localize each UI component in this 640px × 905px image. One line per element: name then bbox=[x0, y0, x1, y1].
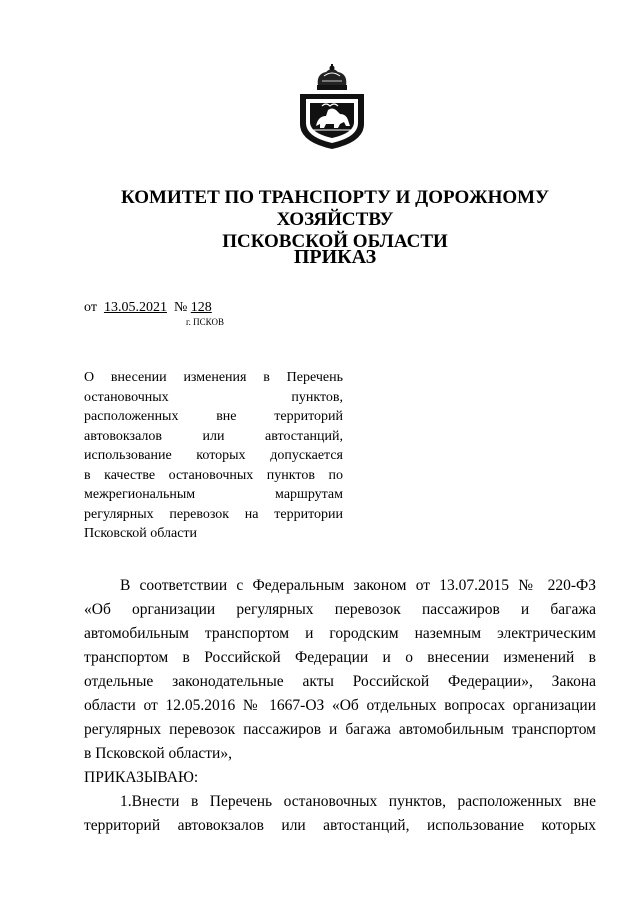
subject-line: расположенных вне территорий bbox=[84, 409, 343, 424]
body-line: транспортом в Российской Федерации и о внесении изменений в bbox=[84, 649, 596, 666]
body-line: области от 12.05.2016 № 1667-ОЗ «Об отдельных вопросах организации bbox=[84, 697, 596, 714]
organization-title bbox=[70, 187, 600, 253]
document-date: 13.05.2021 bbox=[103, 300, 167, 315]
city-label: г. ПСКОВ bbox=[186, 317, 224, 327]
order-keyword: ПРИКАЗЫВАЮ: bbox=[84, 769, 199, 786]
subject-line: межрегиональным маршрутам bbox=[84, 487, 343, 502]
coat-of-arms-icon bbox=[296, 64, 368, 150]
number-label: № bbox=[173, 300, 188, 315]
subject-line: Псковской области bbox=[84, 526, 198, 541]
body-line: территорий автовокзалов или автостанций, использование которых bbox=[84, 817, 596, 834]
date-number-line bbox=[84, 299, 212, 317]
body-line: В соответствии с Федеральным законом от 13.07.2015 № 220-ФЗ bbox=[120, 577, 596, 594]
document-number: 128 bbox=[190, 300, 212, 315]
document-body bbox=[84, 574, 596, 838]
crown-icon bbox=[317, 64, 347, 90]
org-line-2: ПСКОВСКОЙ ОБЛАСТИ bbox=[222, 231, 448, 252]
body-line: регулярных перевозок пассажиров и багажа автомобильным транспортом bbox=[84, 721, 596, 738]
body-line: в Псковской области», bbox=[84, 745, 232, 762]
org-line-1: КОМИТЕТ ПО ТРАНСПОРТУ И ДОРОЖНОМУ ХОЗЯЙСТВУ bbox=[120, 187, 550, 230]
subject-line: в качестве остановочных пунктов по bbox=[84, 467, 343, 483]
subject-line: остановочных пунктов, bbox=[84, 389, 343, 405]
subject-line: автовокзалов или автостанций, bbox=[84, 428, 343, 444]
body-line: автомобильным транспортом и городским наземным электрическим bbox=[84, 625, 596, 642]
subject-line: О внесении изменения в Перечень bbox=[84, 370, 343, 385]
document-type: ПРИКАЗ bbox=[293, 246, 377, 268]
subject-line: регулярных перевозок на территории bbox=[84, 506, 343, 522]
from-label: от bbox=[84, 300, 97, 315]
subject-line: использование которых допускается bbox=[84, 448, 343, 463]
body-line: отдельные законодательные акты Российской Федерации», Закона bbox=[84, 673, 596, 690]
body-line: «Об организации регулярных перевозок пассажиров и багажа bbox=[84, 601, 596, 618]
subject-block bbox=[84, 368, 343, 544]
body-line: 1.Внести в Перечень остановочных пунктов, расположенных вне bbox=[120, 793, 596, 810]
